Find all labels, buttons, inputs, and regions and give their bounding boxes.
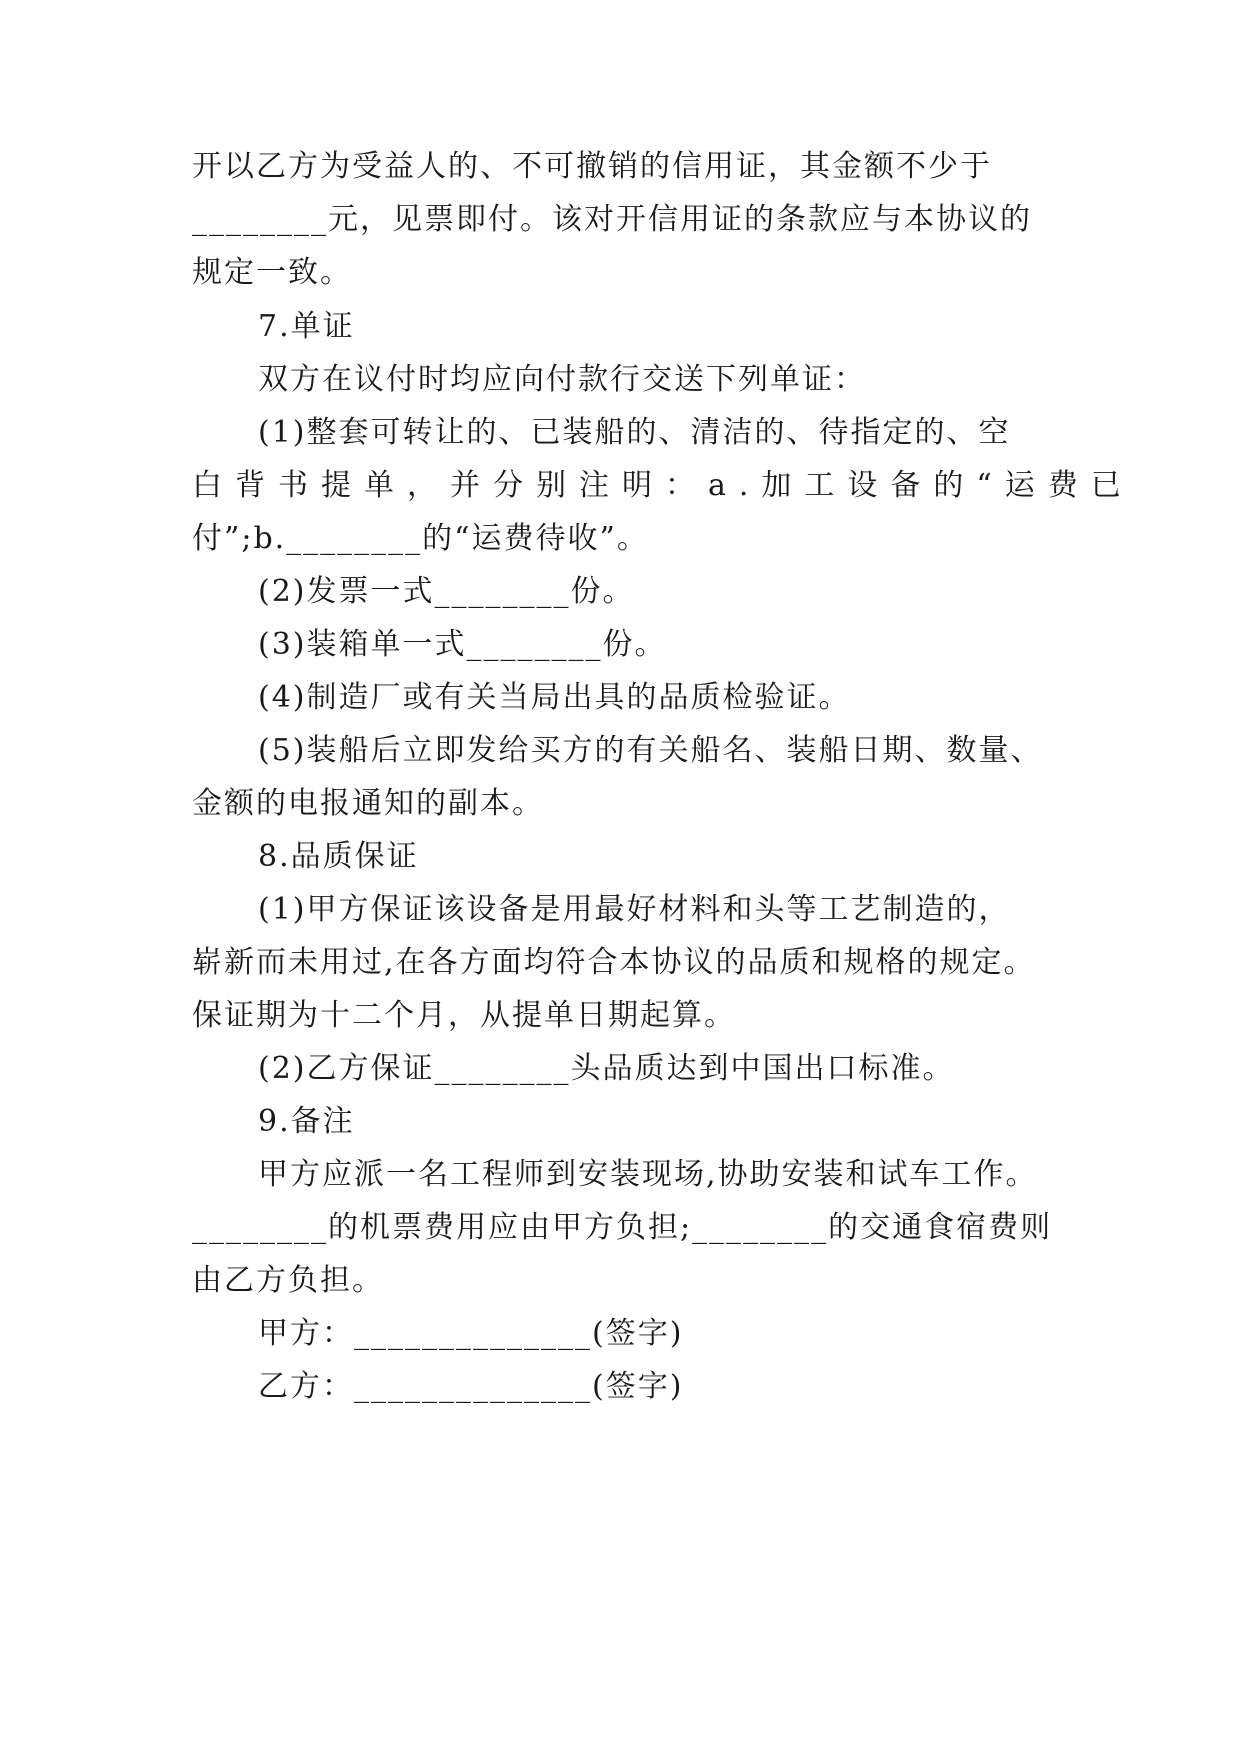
list-item: (1)甲方保证该设备是用最好材料和头等工艺制造的， — [258, 892, 1011, 927]
paragraph-line: 白背书提单，并分别注明：a.加工设备的“运费已 — [192, 468, 1134, 503]
list-item: (5)装船后立即发给买方的有关船名、装船日期、数量、 — [258, 733, 1043, 768]
paragraph-line: 双方在议付时均应向付款行交送下列单证： — [258, 362, 866, 397]
paragraph-line: 由乙方负担。 — [192, 1263, 384, 1298]
paragraph-line: ________的机票费用应由甲方负担;________的交通食宿费则 — [192, 1210, 1053, 1245]
paragraph-line: 规定一致。 — [192, 255, 352, 290]
paragraph-line: 金额的电报通知的副本。 — [192, 786, 544, 821]
paragraph-line: 付”;b.________的“运费待收”。 — [192, 521, 649, 556]
paragraph-line: ________元，见票即付。该对开信用证的条款应与本协议的 — [192, 202, 1032, 237]
signature-line-party-b: 乙方：______________(签字) — [258, 1369, 684, 1404]
paragraph-line: 开以乙方为受益人的、不可撤销的信用证，其金额不少于 — [192, 149, 992, 184]
list-item: (2)发票一式________份。 — [258, 574, 635, 609]
section-heading-documents: 7.单证 — [258, 309, 355, 344]
list-item: (1)整套可转让的、已装船的、清洁的、待指定的、空 — [258, 415, 1011, 450]
list-item: (2)乙方保证________头品质达到中国出口标准。 — [258, 1051, 955, 1086]
paragraph-line: 崭新而未用过,在各方面均符合本协议的品质和规格的规定。 — [192, 945, 1036, 980]
section-heading-remarks: 9.备注 — [258, 1104, 355, 1139]
signature-line-party-a: 甲方：______________(签字) — [258, 1316, 684, 1351]
paragraph-line: 甲方应派一名工程师到安装现场,协助安装和试车工作。 — [258, 1157, 1038, 1192]
list-item: (3)装箱单一式________份。 — [258, 627, 667, 662]
list-item: (4)制造厂或有关当局出具的品质检验证。 — [258, 680, 851, 715]
paragraph-line: 保证期为十二个月，从提单日期起算。 — [192, 998, 736, 1033]
section-heading-quality: 8.品质保证 — [258, 839, 419, 874]
